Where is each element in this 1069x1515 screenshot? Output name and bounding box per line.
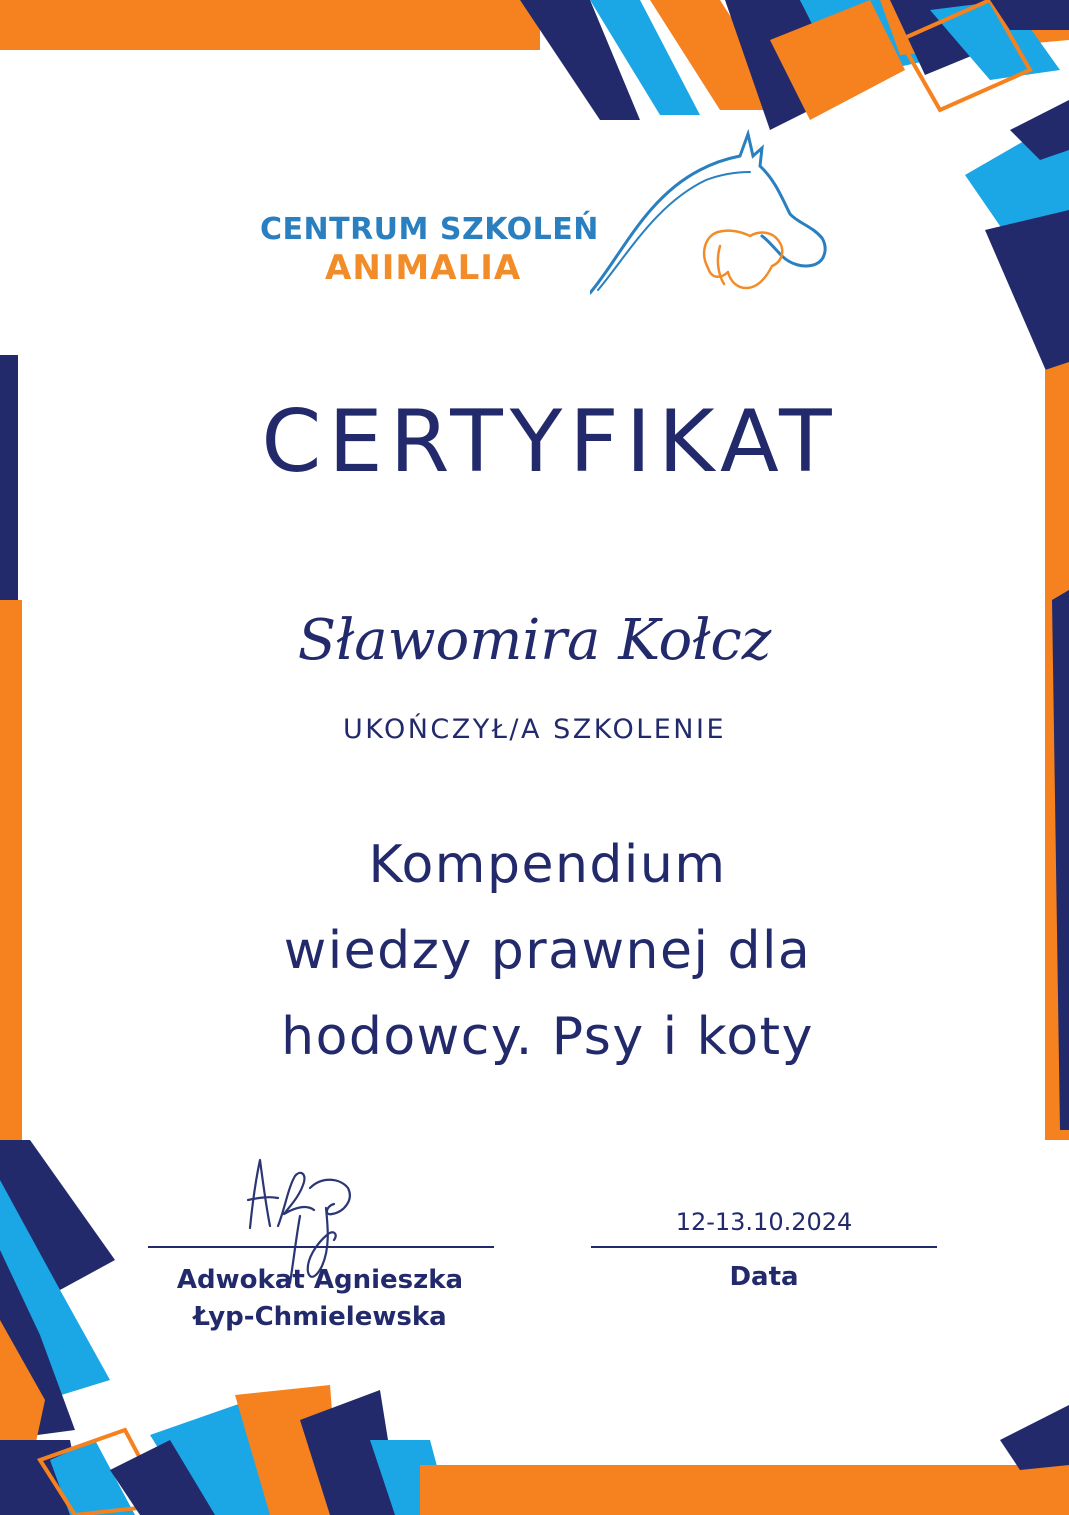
dog-head-icon [704,231,782,288]
logo-text-centrum-szkolen: CENTRUM SZKOLEŃ [260,212,599,247]
signature-line [148,1246,494,1248]
logo-animals-icon [590,128,835,303]
decor-shape [985,210,1069,390]
date-label: Data [729,1262,799,1292]
date-line [591,1246,937,1248]
certificate-title: CERTYFIKAT [261,392,839,492]
recipient-name: Sławomira Kołcz [297,608,772,673]
date-value: 12-13.10.2024 [675,1208,853,1236]
logo-text-animalia: ANIMALIA [325,248,522,288]
decor-shape [0,0,540,50]
logo [255,128,835,303]
course-title-line: Kompendium [368,835,727,895]
signer-name-line: Adwokat Agnieszka [176,1265,464,1295]
completion-statement: UKOŃCZYŁ/A SZKOLENIE [342,714,727,745]
decor-shape [420,1465,1069,1515]
signer-name-line: Łyp-Chmielewska [193,1302,447,1332]
signer-name [120,1262,520,1336]
course-title [0,822,1069,1080]
course-title-line: wiedzy prawnej dla [283,921,812,981]
decor-shape [1000,1405,1069,1470]
course-title-line: hodowcy. Psy i koty [281,1007,814,1067]
